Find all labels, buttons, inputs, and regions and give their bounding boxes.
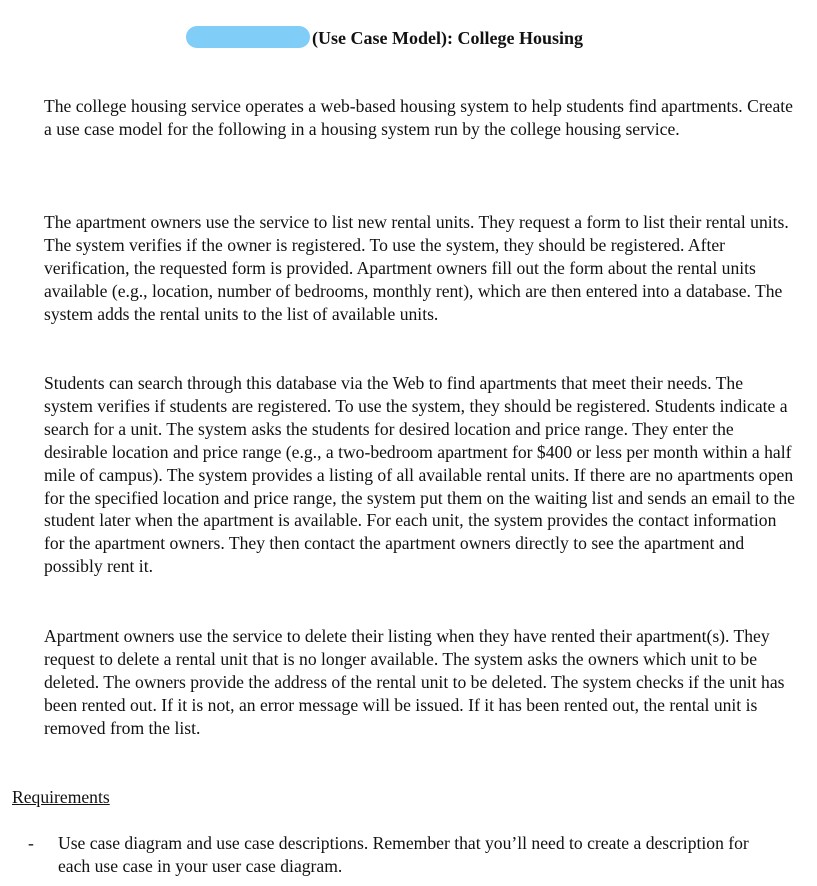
requirements-heading: Requirements [12,787,110,807]
owners-delete-paragraph: Apartment owners use the service to delete their listing when they have rented their apartment(s). They request to delete a rental unit that is no longer available. The system asks the owners which unit to be deleted. The owners provide the address of the rental unit to be deleted. The system checks if the unit has been rented out. If it is not, an error message will be issued. If it has been rented out, the rental unit is removed from the list. [44,626,785,738]
bullet-marker: - [28,833,34,853]
students-search-paragraph: Students can search through this database via the Web to find apartments that meet their needs. The system verifies if students are registered. To use the system, they should be registered. Students indicate a search for a unit. The system asks the students for desired location and price range. They enter the desirable location and price range (e.g., a two-bedroom apartment for $400 or less per month within a half mile of campus). The system provides a listing of all available rental units. If there are no apartments open for the specified location and price range, the system put them on the waiting list and sends an email to the student later when the apartment is available. For each unit, the system provides the contact information for the apartment owners. They then contact the apartment owners directly to see the apartment and possibly rent it. [44,373,795,577]
owners-listing-paragraph: The apartment owners use the service to list new rental units. They request a form to list their rental units. The system verifies if the owner is registered. To use the system, they should be registered. After verification, the requested form is provided. Apartment owners fill out the form about the rental units available (e.g., location, number of bedrooms, monthly rent), which are then entered into a database. The system adds the rental units to the list of available units. [44,212,789,324]
document-title: (Use Case Model): College Housing [312,28,583,48]
document-header [0,24,817,54]
requirement-item: Use case diagram and use case descriptions. Remember that you’ll need to create a description for each use case in your user case diagram. [58,833,749,876]
redaction-mark [186,26,310,48]
intro-paragraph: The college housing service operates a web-based housing system to help students find apartments. Create a use case model for the following in a housing system run by the college housing service. [44,96,793,139]
